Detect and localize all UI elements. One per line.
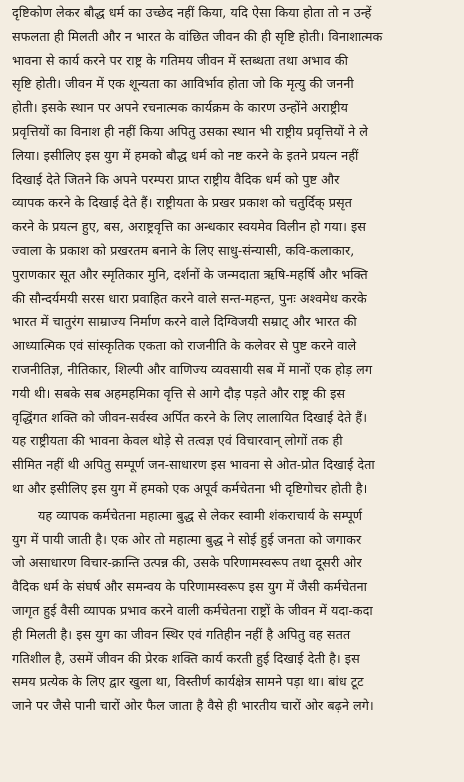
text-line: सृष्टि होती। जीवन में एक शून्यता का आविर्भाव होता जो कि मृत्यु की जननी: [12, 77, 354, 93]
text-line: था और इसीलिए इस युग में हमको एक अपूर्व कर्मचेतना भी दृष्टिगोचर होती है।: [12, 481, 368, 497]
text-line: ज्वाला के प्रकाश को प्रखरतम बनाने के लिए साधु-संन्यासी, कवि-कलाकार,: [12, 243, 355, 259]
text-line: ही मिलती है। इस युग का जीवन स्थिर एवं गतिहीन नहीं है अपितु वह सतत: [12, 627, 351, 643]
text-line: सीमित नहीं थी अपितु सम्पूर्ण जन-साधारण इस भावना से ओत-प्रोत दिखाई देता: [12, 458, 375, 474]
text-line: यह राष्ट्रीयता की भावना केवल थोड़े से तत्वज्ञ एवं विचारवान् लोगों तक ही: [12, 434, 343, 450]
text-line: भारत में चातुरंग साम्राज्य निर्माण करने वाले दिग्विजयी सम्राट् और भारत की: [12, 315, 357, 331]
text-line: प्रवृत्तियों का विनाश ही नहीं किया अपितु उसका स्थान भी राष्ट्रीय प्रवृत्तियों ने ले: [12, 124, 368, 140]
text-line: सफलता ही मिलती और न भारत के वांछित जीवन की ही सृष्टि होती। विनाशात्मक: [12, 29, 383, 45]
text-line: वृद्धिंगत शक्ति को जीवन-सर्वस्व अर्पित करने के लिए लालायित दिखाई देते हैं।: [12, 410, 368, 426]
text-line: युग में पायी जाती है। एक ओर तो महात्मा बुद्ध ने सोई हुई जनता को जगाकर: [12, 532, 362, 548]
paragraph-2: [12, 505, 455, 719]
text-line: गतिशील है, उसमें जीवन की प्रेरक शक्ति कार्य करती हुई दिखाई देती है। इस: [12, 651, 360, 667]
text-line: जागृत हुई वैसी व्यापक प्रभाव करने वाली कर्मचेतना राष्ट्रों के जीवन में यदा-कदा: [12, 603, 373, 619]
text-line: होती। इसके स्थान पर अपने रचनात्मक कार्यक्रम के कारण उन्होंने अराष्ट्रीय: [12, 101, 348, 117]
text-line: व्यापक करने के दिखाई देते हैं। राष्ट्रीयता के प्रखर प्रकाश को चतुर्दिक् प्रसृत: [12, 196, 352, 212]
text-line: दृष्टिकोण लेकर बौद्ध धर्म का उच्छेद नहीं किया, यदि ऐसा किया होता तो न उन्हें: [12, 6, 372, 21]
text-line: यह व्यापक कर्मचेतना महात्मा बुद्ध से लेकर स्वामी शंकराचार्य के सम्पूर्ण: [38, 508, 363, 524]
text-line: लिया। इसीलिए इस युग में हमको बौद्ध धर्म को नष्ट करने के इतने प्रयत्न नहीं: [12, 148, 359, 164]
text-line: दिखाई देते जितने कि अपने परम्परा प्राप्त राष्ट्रीय वैदिक धर्म को पुष्ट और: [12, 172, 340, 188]
text-line: जाने पर जैसे पानी चारों ओर फैल जाता है वैसे ही भारतीय चारों ओर बढ़ने लगे।: [12, 699, 374, 715]
text-line: पुराणकार सूत और स्मृतिकार मुनि, दर्शनों के जन्मदाता ऋषि-महर्षि और भक्ति: [12, 267, 368, 283]
text-line: गयी थी। सबके सब अहमहमिका वृत्ति से आगे दौड़ पड़ते और राष्ट्र की इस: [12, 386, 346, 402]
text-line: की सौन्दर्यमयी सरस धारा प्रवाहित करने वाले सन्त-महन्त, पुनः अश्वमेध करके: [12, 291, 367, 307]
text-line: वैदिक धर्म के संघर्ष और समन्वय के परिणामस्वरूप इस युग में जैसी कर्मचेतना: [12, 580, 367, 596]
text-line: राजनीतिज्ञ, नीतिकार, शिल्पी और वाणिज्य व्यवसायी सब में मानों एक होड़ लग: [12, 362, 373, 378]
paragraph-1: [12, 2, 455, 502]
text-line: भावना से कार्य करने पर राष्ट्र के गतिमय जीवन में स्तब्धता तथा अभाव की: [12, 53, 348, 69]
text-line: आध्यात्मिक एवं सांस्कृतिक एकता को राजनीति के कलेवर से पुष्ट करने वाले: [12, 339, 357, 355]
text-line: समय प्रत्येक के लिए द्वार खुला था, विस्तीर्ण कार्यक्षेत्र सामने पड़ा था। बांध टूट: [12, 675, 364, 691]
text-line: करने के प्रयत्न हुए, बस, अराष्ट्रवृत्ति का अन्धकार स्वयमेव विलीन हो गया। इस: [12, 220, 366, 236]
text-line: जो असाधारण विचार-क्रान्ति उत्पन्न की, उसके परिणामस्वरूप तथा दूसरी ओर: [12, 556, 362, 572]
